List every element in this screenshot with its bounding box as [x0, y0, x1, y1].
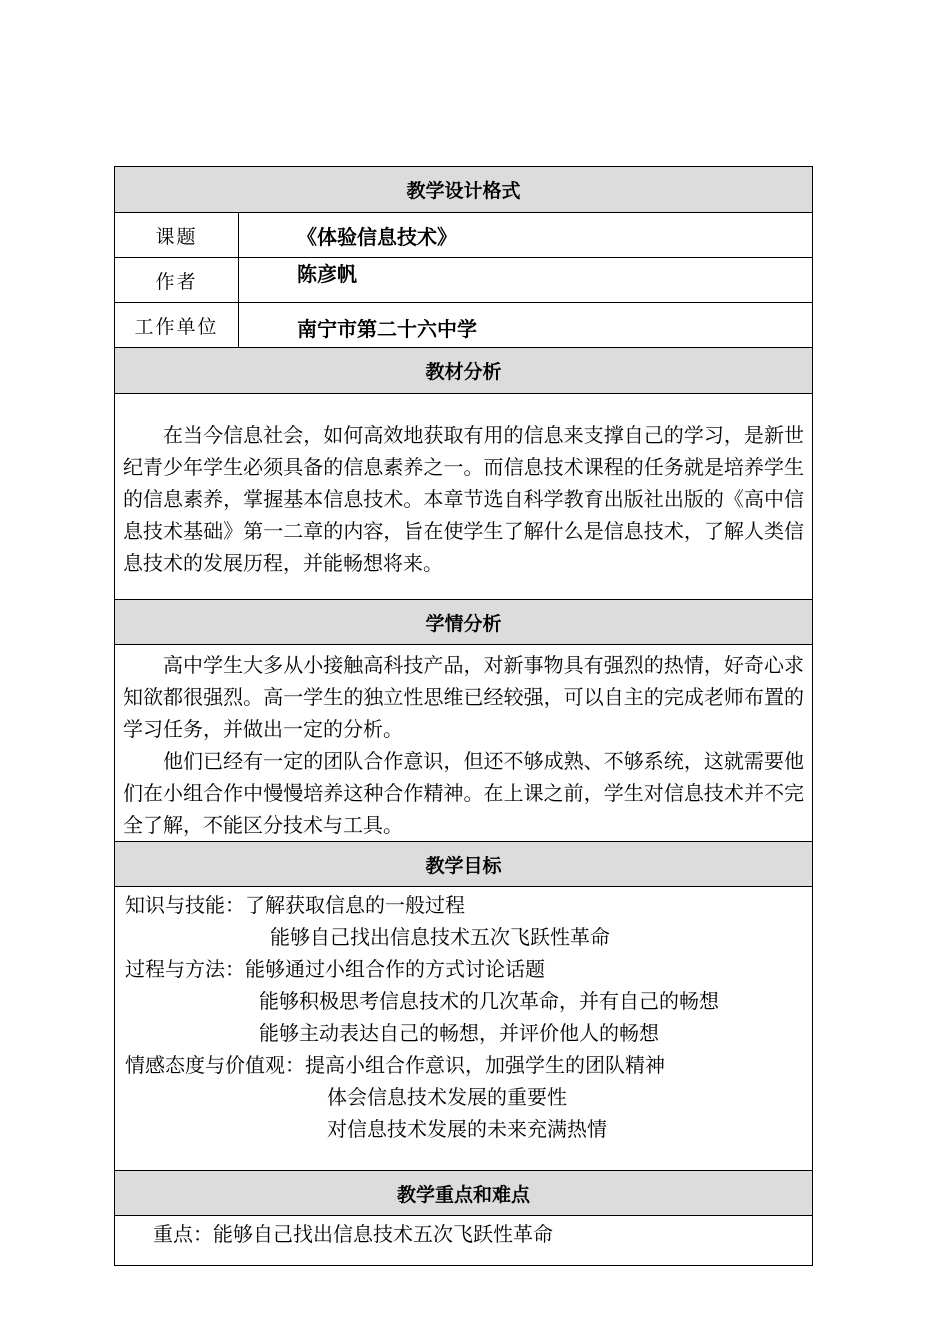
section-heading-focus: 教学重点和难点 — [115, 1171, 812, 1216]
learners-paragraph-1: 高中学生大多从小接触高科技产品，对新事物具有强烈的热情，好奇心求知欲都很强烈。高一学生的独立性思维已经较强，可以自主的完成老师布置的学习任务，并做出一定的分析。 — [123, 653, 804, 741]
field-row-workplace — [115, 303, 812, 348]
goal-line: 能够主动表达自己的畅想，并评价他人的畅想 — [259, 1021, 659, 1045]
field-value-author: 陈彦帆 — [297, 262, 357, 286]
goal-line: 体会信息技术发展的重要性 — [327, 1085, 567, 1109]
field-value-topic: 《体验信息技术》 — [297, 225, 457, 249]
goal-line: 知识与技能：了解获取信息的一般过程 — [125, 893, 465, 917]
lesson-plan-table — [114, 166, 813, 1266]
section-heading-learners: 学情分析 — [115, 600, 812, 645]
field-label-workplace: 工作单位 — [115, 303, 239, 347]
section-heading-material: 教材分析 — [115, 348, 812, 394]
section-body-learners — [115, 645, 812, 842]
field-label-author: 作者 — [115, 258, 239, 302]
goal-line: 能够积极思考信息技术的几次革命，并有自己的畅想 — [259, 989, 719, 1013]
goal-line: 情感态度与价值观：提高小组合作意识，加强学生的团队精神 — [125, 1053, 665, 1077]
goal-line: 能够自己找出信息技术五次飞跃性革命 — [270, 925, 610, 949]
learners-paragraph-2: 他们已经有一定的团队合作意识，但还不够成熟、不够系统，这就需要他们在小组合作中慢慢培养这种合作精神。在上课之前，学生对信息技术并不完全了解，不能区分技术与工具。 — [123, 749, 804, 837]
section-body-goals — [115, 887, 812, 1171]
field-row-topic — [115, 213, 812, 258]
field-row-author — [115, 258, 812, 303]
section-body-focus — [115, 1216, 812, 1265]
goal-line: 过程与方法：能够通过小组合作的方式讨论话题 — [125, 957, 545, 981]
field-value-workplace: 南宁市第二十六中学 — [297, 317, 477, 341]
goal-line: 对信息技术发展的未来充满热情 — [327, 1117, 607, 1141]
section-body-material — [115, 394, 812, 600]
field-label-topic: 课题 — [115, 213, 239, 257]
section-heading-goals: 教学目标 — [115, 842, 812, 887]
table-title: 教学设计格式 — [115, 167, 812, 213]
material-paragraph: 在当今信息社会，如何高效地获取有用的信息来支撑自己的学习，是新世纪青少年学生必须具备的信息素养之一。而信息技术课程的任务就是培养学生的信息素养，掌握基本信息技术。本章节选自科学教育出版社出版的《高中信息技术基础》第一二章的内容，旨在使学生了解什么是信息技术，了解人类信息技术的发展历程，并能畅想将来。 — [123, 423, 804, 575]
focus-text: 重点：能够自己找出信息技术五次飞跃性革命 — [153, 1222, 553, 1246]
